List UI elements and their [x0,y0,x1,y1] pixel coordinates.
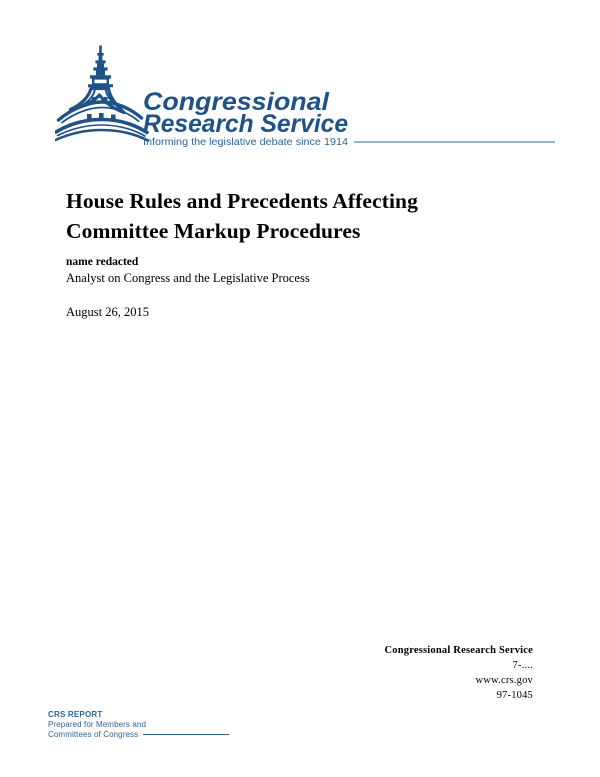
author-name: name redacted [66,256,139,268]
crs-report-subline-1: Prepared for Members and [48,720,147,729]
crs-wordmark-line2: Research Service [143,110,349,138]
colophon [384,644,533,703]
publication-date: August 26, 2015 [66,305,149,319]
crs-report-subline-2: Committees of Congress [48,730,139,739]
author-role: Analyst on Congress and the Legislative Process [66,271,310,285]
colophon-organization: Congressional Research Service [384,645,533,656]
colophon-report-number: 97-1045 [496,690,533,701]
crs-masthead [55,44,560,148]
crs-report-subline-2-row [48,730,229,740]
colophon-phone: 7-.... [512,660,533,671]
byline [66,254,506,287]
crs-logo [55,44,560,148]
crs-report-heading: CRS REPORT [48,710,103,719]
page-title [66,186,526,246]
crs-report-rule [143,734,229,735]
page-title-line-1: House Rules and Precedents Affecting [66,189,418,214]
colophon-website[interactable]: www.crs.gov [475,675,533,686]
crs-report-footer [48,710,229,740]
page-title-line-2: Committee Markup Procedures [66,219,361,244]
crs-tagline: Informing the legislative debate since 1914 [143,136,349,148]
capitol-dome-icon [56,46,149,141]
crs-wordmark-line1: Congressional [143,88,331,116]
